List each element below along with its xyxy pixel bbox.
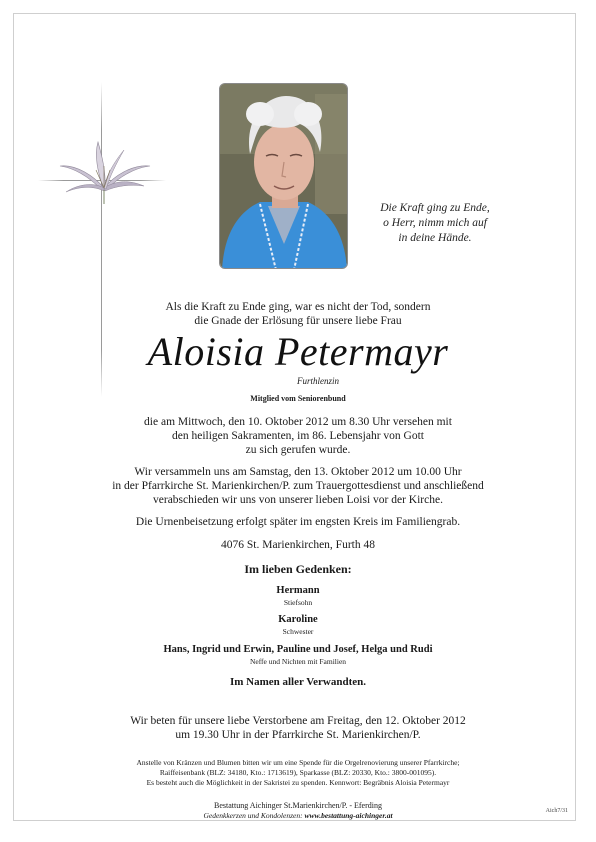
deceased-name: Aloisia Petermayr (147, 329, 449, 374)
death-notice-line: den heiligen Sakramenten, im 86. Lebensjahr von Gott (172, 430, 424, 442)
prayer-line: um 19.30 Uhr in der Pfarrkirche St. Marienkirchen/P. (175, 729, 421, 741)
death-notice-line: zu sich gerufen wurde. (245, 444, 351, 456)
prayer-line: Wir beten für unsere liebe Verstorbene am Freitag, den 12. Oktober 2012 (130, 715, 466, 727)
deceased-nickname: Furthlenzin (297, 376, 339, 386)
website-link[interactable]: www.bestattung-aichinger.at (304, 811, 393, 820)
mourner-role: Neffe und Nichten mit Familien (249, 657, 347, 666)
mourner-role: Stiefsohn (283, 598, 313, 607)
mourner-name: Hermann (276, 585, 320, 596)
quote-line: o Herr, nimm mich auf (383, 217, 487, 229)
death-notice-line: die am Mittwoch, den 10. Oktober 2012 um 8.30 Uhr versehen mit (144, 416, 452, 428)
lily-flower-icon (54, 136, 154, 206)
donation-line: Raiffeisenbank (BLZ: 34180, Kto.: 1713619), Sparkasse (BLZ: 20330, Kto.: 3800-001095). (159, 768, 437, 777)
condolence-label: Gedenkkerzen und Kondolenzen: (203, 811, 303, 820)
mourner-name: Hans, Ingrid und Erwin, Pauline und Josef, Helga und Rudi (163, 644, 433, 655)
quote-line: in deine Hände. (398, 232, 472, 244)
address: 4076 St. Marienkirchen, Furth 48 (221, 539, 375, 551)
donation-line: Es besteht auch die Möglichkeit in der Sakristei zu spenden. Kennwort: Begräbnis Aloisia Petermayr (146, 778, 450, 787)
intro-line: die Gnade der Erlösung für unsere liebe Frau (194, 315, 402, 327)
undertaker-name: Bestattung Aichinger St.Marienkirchen/P. - Eferding (214, 801, 382, 810)
funeral-line: verabschieden wir uns von unserer lieben Loisi vor der Kirche. (153, 494, 443, 506)
mourner-role: Schwester (282, 627, 314, 636)
mourner-name: Karoline (278, 614, 318, 625)
mourners-heading: Im lieben Gedenken: (244, 562, 352, 576)
deceased-membership: Mitglied vom Seniorenbund (250, 394, 346, 403)
portrait-photo (219, 83, 348, 269)
mourners-closing: Im Namen aller Verwandten. (229, 676, 367, 688)
intro-line: Als die Kraft zu Ende ging, war es nicht der Tod, sondern (165, 301, 431, 313)
condolence-line (0, 811, 596, 820)
funeral-line: Wir versammeln uns am Samstag, den 13. Oktober 2012 um 10.00 Uhr (134, 466, 462, 478)
quote-block (360, 201, 510, 246)
funeral-line: in der Pfarrkirche St. Marienkirchen/P. zum Trauergottesdienst und anschließend (112, 480, 484, 492)
quote-line: Die Kraft ging zu Ende, (380, 202, 490, 214)
urn-burial-note: Die Urnenbeisetzung erfolgt später im engsten Kreis im Familiengrab. (135, 516, 461, 528)
donation-line: Anstelle von Kränzen und Blumen bitten wir um eine Spende für die Orgelrenovierung unserer Pfarrkirche; (136, 758, 460, 767)
document-code: Aich7/31 (545, 808, 568, 814)
